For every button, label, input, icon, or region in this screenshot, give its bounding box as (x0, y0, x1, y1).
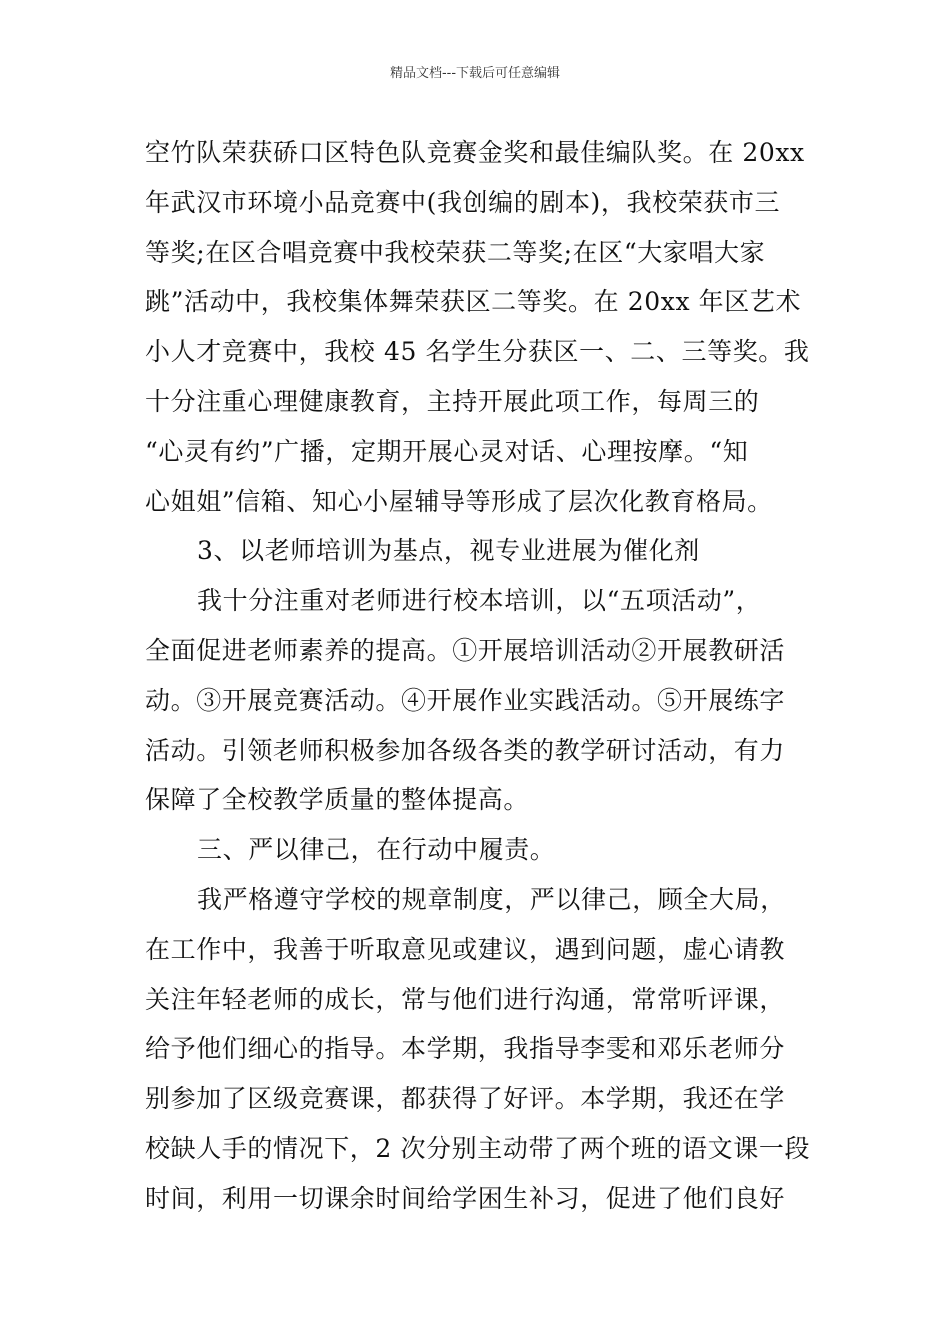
text-line: 三、严以律己，在行动中履责。 (197, 835, 556, 865)
text-line: 别参加了区级竞赛课，都获得了好评。本学期，我还在学 (145, 1084, 786, 1114)
text-line: “心灵有约”广播，定期开展心灵对话、心理按摩。“知 (145, 436, 749, 466)
text-line: 校缺人手的情况下，2 次分别主动带了两个班的语文课一段 (145, 1133, 811, 1163)
text-line: 空竹队荣获硚口区特色队竞赛金奖和最佳编队奖。在 20xx (145, 138, 805, 167)
text-line: 动。③开展竞赛活动。④开展作业实践活动。⑤开展练字 (145, 685, 786, 715)
text-line: 在工作中，我善于听取意见或建议，遇到问题，虚心请教 (145, 934, 786, 964)
text-line: 给予他们细心的指导。本学期，我指导李雯和邓乐老师分 (145, 1034, 786, 1064)
text-line: 小人才竞赛中，我校 45 名学生分获区一、二、三等奖。我 (145, 337, 810, 367)
text-line: 等奖;在区合唱竞赛中我校荣获二等奖;在区“大家唱大家 (145, 237, 766, 267)
page-header: 精品文档---下载后可任意编辑 (389, 66, 561, 81)
text-line: 保障了全校教学质量的整体提高。 (145, 785, 530, 815)
text-line: 全面促进老师素养的提高。①开展培训活动②开展教研活 (145, 635, 786, 665)
text-line: 时间，利用一切课余时间给学困生补习，促进了他们良好 (145, 1183, 786, 1213)
document-body (145, 128, 810, 1224)
text-line: 我严格遵守学校的规章制度，严以律己，顾全大局， (197, 884, 786, 914)
text-line: 活动。引领老师积极参加各级各类的教学研讨活动，有力 (145, 735, 786, 765)
text-line: 跳”活动中，我校集体舞荣获区二等奖。在 20xx 年区艺术 (145, 287, 802, 317)
text-line: 十分注重心理健康教育，主持开展此项工作，每周三的 (145, 386, 760, 416)
text-line: 3、以老师培训为基点，视专业进展为催化剂 (197, 536, 700, 566)
text-line: 年武汉市环境小品竞赛中(我创编的剧本)，我校荣获市三 (145, 187, 781, 217)
text-line: 我十分注重对老师进行校本培训，以“五项活动”， (197, 586, 762, 616)
text-line: 心姐姐”信箱、知心小屋辅导等形成了层次化教育格局。 (145, 486, 773, 516)
text-line: 关注年轻老师的成长，常与他们进行沟通，常常听评课， (145, 984, 786, 1014)
